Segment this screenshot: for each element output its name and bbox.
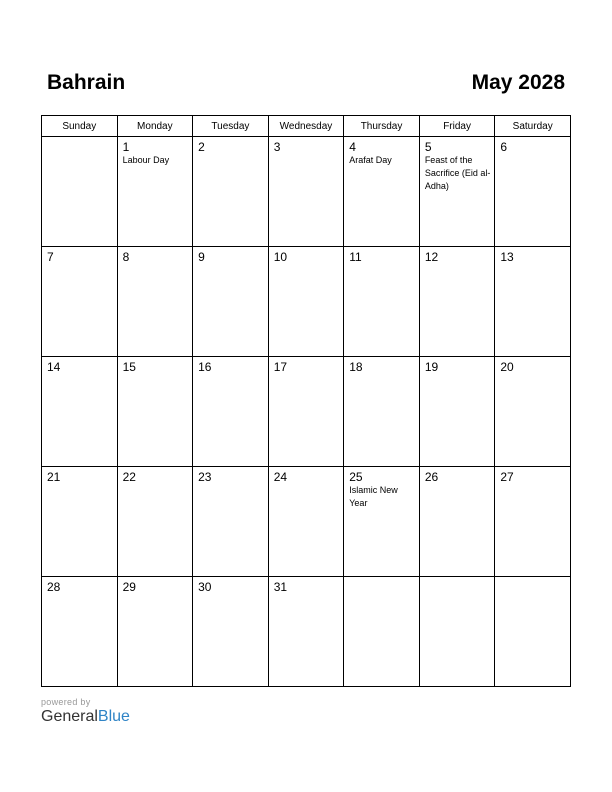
day-cell [344, 247, 420, 357]
week-row [42, 137, 571, 247]
holiday-label: Islamic New Year [349, 485, 398, 508]
day-cell [117, 247, 193, 357]
day-cell [419, 357, 495, 467]
holiday-label: Labour Day [122, 155, 170, 165]
day-cell [419, 137, 495, 247]
holiday-label: Arafat Day [349, 155, 392, 165]
month-year-title: May 2028 [471, 71, 565, 94]
day-number: 25 [349, 470, 363, 484]
day-cell [193, 467, 269, 577]
day-number: 6 [500, 140, 508, 154]
day-number: 23 [198, 470, 212, 484]
day-number: 22 [122, 470, 136, 484]
day-number: 27 [500, 470, 514, 484]
day-cell [268, 137, 344, 247]
day-cell [344, 357, 420, 467]
brand-blue-text: Blue [97, 708, 130, 725]
day-number: 30 [198, 580, 212, 594]
week-row [42, 247, 571, 357]
day-cell [193, 357, 269, 467]
day-cell [117, 577, 193, 687]
weekday-monday: Monday [117, 116, 193, 137]
brand-general-text: General [41, 708, 98, 725]
day-cell [268, 247, 344, 357]
week-row [42, 357, 571, 467]
day-cell [268, 357, 344, 467]
week-row [42, 467, 571, 577]
weekday-header-row [42, 116, 571, 137]
day-cell [268, 577, 344, 687]
calendar-grid [41, 115, 571, 687]
day-cell [42, 467, 118, 577]
day-cell [495, 467, 571, 577]
day-number: 11 [349, 250, 362, 264]
day-number: 18 [349, 360, 363, 374]
weekday-sunday: Sunday [42, 116, 118, 137]
day-number: 8 [122, 250, 130, 264]
day-cell [193, 137, 269, 247]
day-number: 14 [47, 360, 61, 374]
day-cell [117, 137, 193, 247]
day-cell [495, 357, 571, 467]
day-number: 15 [122, 360, 136, 374]
day-number: 13 [500, 250, 514, 264]
day-number: 31 [273, 580, 288, 594]
day-cell [42, 577, 118, 687]
footer-branding [41, 697, 130, 726]
weekday-saturday: Saturday [495, 116, 571, 137]
day-cell [344, 137, 420, 247]
day-cell [42, 247, 118, 357]
day-number: 24 [273, 470, 288, 484]
day-cell [344, 467, 420, 577]
week-row [42, 577, 571, 687]
holiday-label: Feast of the Sacrifice (Eid al-Adha) [424, 155, 491, 191]
day-number: 4 [349, 140, 356, 154]
day-cell [117, 357, 193, 467]
day-number: 26 [424, 470, 439, 484]
weekday-wednesday: Wednesday [268, 116, 344, 137]
day-number: 5 [424, 140, 432, 154]
day-number: 29 [122, 580, 136, 594]
day-cell [193, 247, 269, 357]
day-number: 16 [198, 360, 212, 374]
day-number: 1 [122, 140, 130, 154]
day-cell [268, 467, 344, 577]
day-number: 3 [273, 140, 281, 154]
day-number: 7 [47, 250, 54, 264]
day-cell [193, 577, 269, 687]
day-cell [117, 467, 193, 577]
day-number: 21 [47, 470, 61, 484]
day-number: 2 [198, 140, 205, 154]
day-cell [495, 247, 571, 357]
weekday-thursday: Thursday [344, 116, 420, 137]
day-cell [42, 357, 118, 467]
day-number: 10 [273, 250, 288, 264]
day-cell [419, 577, 495, 687]
powered-by-text: powered by [41, 697, 91, 707]
day-number: 20 [500, 360, 514, 374]
country-title: Bahrain [47, 71, 126, 94]
day-cell [344, 577, 420, 687]
day-cell [495, 577, 571, 687]
generalblue-logo[interactable] [41, 708, 130, 726]
day-number: 9 [198, 250, 205, 264]
day-number: 17 [273, 360, 288, 374]
weekday-friday: Friday [419, 116, 495, 137]
day-number: 12 [424, 250, 439, 264]
day-cell [419, 467, 495, 577]
day-cell [419, 247, 495, 357]
day-number: 28 [47, 580, 61, 594]
day-number: 19 [424, 360, 439, 374]
day-cell [42, 137, 118, 247]
day-cell [495, 137, 571, 247]
weekday-tuesday: Tuesday [193, 116, 269, 137]
